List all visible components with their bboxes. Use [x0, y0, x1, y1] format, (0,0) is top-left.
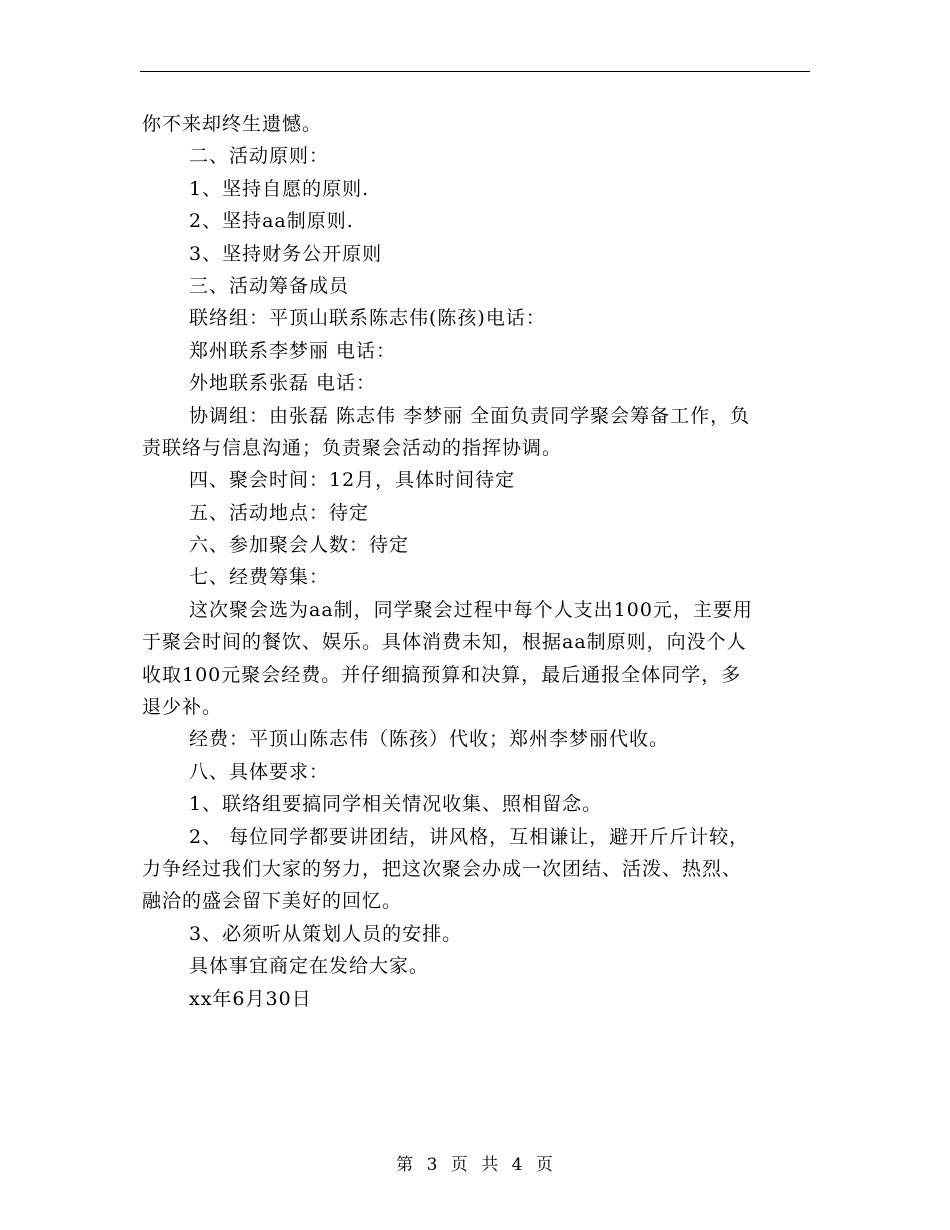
text-line: 联络组：平顶山联系陈志伟(陈孩)电话： — [189, 307, 546, 330]
text-line: 五、活动地点：待定 — [189, 501, 370, 524]
footer-total-pages: 4 — [511, 1155, 524, 1175]
text-line: 你不来却终生遗憾。 — [142, 113, 323, 135]
text-line: 四、聚会时间：12月，具体时间待定 — [189, 469, 516, 492]
text-line: 收取100元聚会经费。并仔细搞预算和决算，最后通报全体同学，多 — [142, 663, 742, 686]
text-line: 六、参加聚会人数：待定 — [189, 534, 410, 557]
text-line: 七、经费筹集： — [189, 566, 330, 589]
text-line: 力争经过我们大家的努力，把这次聚会办成一次团结、活泼、热烈、 — [142, 857, 743, 880]
text-line: 1、坚持自愿的原则. — [189, 177, 370, 200]
text-line: 融洽的盛会留下美好的回忆。 — [142, 890, 403, 913]
text-line: 三、活动筹备成员 — [189, 274, 350, 297]
page-footer — [0, 1150, 950, 1175]
text-line: 经费：平顶山陈志伟（陈孩）代收；郑州李梦丽代收。 — [189, 728, 670, 751]
text-line: 郑州联系李梦丽 电话： — [189, 339, 397, 362]
text-line: 于聚会时间的餐饮、娱乐。具体消费未知，根据aa制原则，向没个人 — [142, 631, 747, 654]
document-body — [142, 108, 810, 1015]
footer-suffix: 页 — [535, 1155, 554, 1175]
text-line: 3、坚持财务公开原则 — [189, 242, 383, 265]
text-line: 责联络与信息沟通；负责聚会活动的指挥协调。 — [142, 436, 563, 459]
footer-prefix: 第 — [396, 1155, 415, 1175]
text-line: 具体事宜商定在发给大家。 — [189, 955, 430, 978]
text-line: 3、必须听从策划人员的安排。 — [189, 922, 463, 945]
footer-total-word: 共 — [481, 1155, 500, 1175]
text-line: xx年6月30日 — [189, 987, 312, 1010]
footer-current-page: 3 — [426, 1155, 439, 1175]
text-line: 二、活动原则： — [189, 145, 330, 168]
footer-page-word: 页 — [450, 1155, 469, 1175]
text-line: 2、 每位同学都要讲团结，讲风格，互相谦让，避开斤斤计较， — [189, 825, 750, 848]
text-line: 1、联络组要搞同学相关情况收集、照相留念。 — [189, 793, 603, 816]
text-line: 外地联系张磊 电话： — [189, 372, 377, 395]
header-rule — [140, 71, 810, 72]
text-line: 八、具体要求： — [189, 760, 330, 783]
text-line: 退少补。 — [142, 696, 223, 719]
text-line: 2、坚持aa制原则. — [189, 210, 354, 233]
text-line: 协调组：由张磊 陈志伟 李梦丽 全面负责同学聚会筹备工作，负 — [189, 404, 751, 427]
text-line: 这次聚会选为aa制，同学聚会过程中每个人支出100元，主要用 — [189, 598, 753, 621]
